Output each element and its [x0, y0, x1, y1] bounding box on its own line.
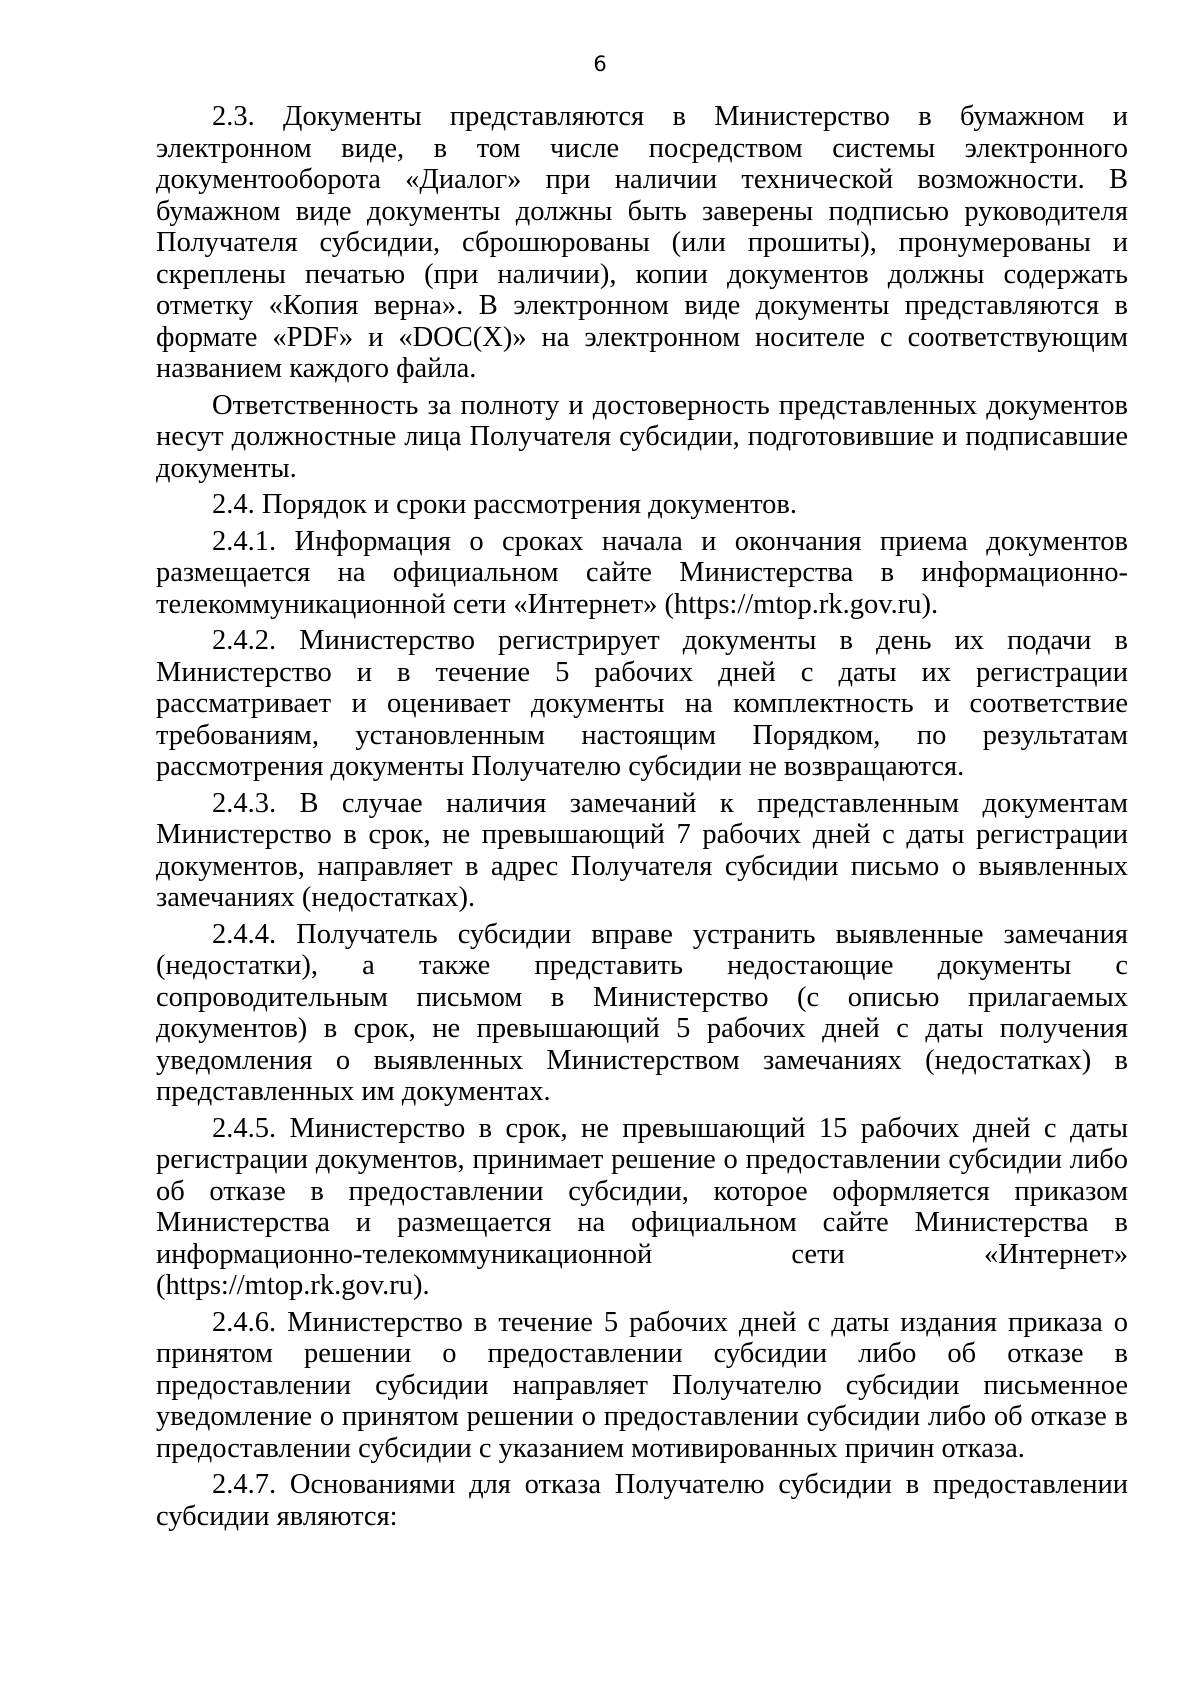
paragraph-2-4-1: 2.4.1. Информация о сроках начала и окончания приема документов размещается на официальном сайте Министерства в информационно-телекоммуникационной сети «Интернет» (https://mtop.rk.gov.ru). — [156, 525, 1128, 620]
paragraph-2-4-7: 2.4.7. Основаниями для отказа Получателю субсидии в предоставлении субсидии являются: — [156, 1469, 1128, 1532]
paragraph-2-4-4: 2.4.4. Получатель субсидии вправе устранить выявленные замечания (недостатки), а также представить недостающие документы с сопроводительным письмом в Министерство (с описью прилагаемых документов) в срок, не превышающий 5 рабочих дней с даты получения уведомления о выявленных Министерством замечаниях (недостатках) в представленных им документах. — [156, 918, 1128, 1107]
paragraph-2-4-2: 2.4.2. Министерство регистрирует документы в день их подачи в Министерство и в течение 5 рабочих дней с даты их регистрации рассматривает и оценивает документы на комплектность и соответствие требованиям, установленным настоящим Порядком, по результатам рассмотрения документы Получателю субсидии не возвращаются. — [156, 625, 1128, 782]
paragraph-2-4-6: 2.4.6. Министерство в течение 5 рабочих дней с даты издания приказа о принятом решении о предоставлении субсидии либо об отказе в предоставлении субсидии направляет Получателю субсидии письменное уведомление о принятом решении о предоставлении субсидии либо об отказе в предоставлении субсидии с указанием мотивированных причин отказа. — [156, 1306, 1128, 1464]
paragraph-2-4-3: 2.4.3. В случае наличия замечаний к представленным документам Министерство в срок, не превышающий 7 рабочих дней с даты регистрации документов, направляет в адрес Получателя субсидии письмо о выявленных замечаниях (недостатках). — [156, 787, 1128, 913]
paragraph-2-4: 2.4. Порядок и сроки рассмотрения документов. — [212, 489, 798, 520]
paragraph-responsibility: Ответственность за полноту и достоверность представленных документов несут должностные лица Получателя субсидии, подготовившие и подписавшие документы. — [156, 389, 1128, 484]
document-body — [156, 101, 1128, 1532]
paragraph-2-3: 2.3. Документы представляются в Министерство в бумажном и электронном виде, в том числе посредством системы электронного документооборота «Диалог» при наличии технической возможности. В бумажном виде документы должны быть заверены подписью руководителя Получателя субсидии, сброшюрованы (или прошиты), пронумерованы и скреплены печатью (при наличии), копии документов должны содержать отметку «Копия верна». В электронном виде документы представляются в формате «PDF» и «DOC(X)» на электронном носителе с соответствующим названием каждого файла. — [156, 101, 1128, 384]
paragraph-2-4-5: 2.4.5. Министерство в срок, не превышающий 15 рабочих дней с даты регистрации документов, принимает решение о предоставлении субсидии либо об отказе в предоставлении субсидии, которое оформляется приказом Министерства и размещается на официальном сайте Министерства в информационно-телекоммуникационной сети «Интернет» (https://mtop.rk.gov.ru). — [156, 1112, 1128, 1301]
page-number: 6 — [593, 52, 607, 76]
